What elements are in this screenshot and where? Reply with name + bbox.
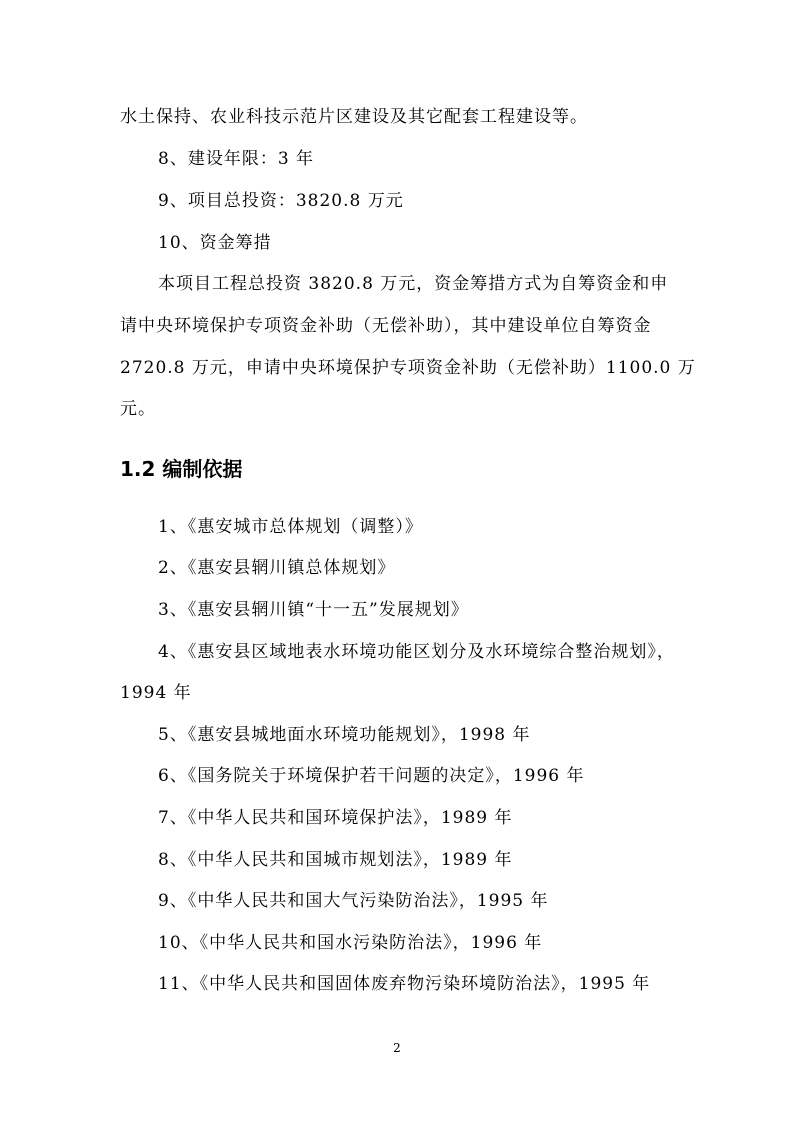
basis-list-item-continuation: 1994 年 bbox=[120, 683, 192, 703]
basis-list-item: 5、《惠安县城地面水环境功能规划》，1998 年 bbox=[158, 725, 531, 745]
basis-list-item: 4、《惠安县区域地表水环境功能区划分及水环境综合整治规划》， bbox=[158, 642, 675, 662]
funding-paragraph-line: 元。 bbox=[120, 399, 156, 419]
item-total-investment: 9、项目总投资：3820.8 万元 bbox=[158, 191, 404, 211]
section-heading: 1.2 编制依据 bbox=[120, 457, 243, 481]
basis-list-item: 8、《中华人民共和国城市规划法》，1989 年 bbox=[158, 850, 513, 870]
funding-paragraph-line: 请中央环境保护专项资金补助（无偿补助），其中建设单位自筹资金 bbox=[120, 316, 652, 336]
funding-paragraph-line: 本项目工程总投资 3820.8 万元，资金筹措方式为自筹资金和申 bbox=[158, 274, 669, 294]
item-funding: 10、资金筹措 bbox=[158, 233, 272, 253]
basis-list-item: 10、《中华人民共和国水污染防治法》，1996 年 bbox=[158, 933, 543, 953]
funding-paragraph-line: 2720.8 万元，申请中央环境保护专项资金补助（无偿补助）1100.0 万 bbox=[120, 358, 696, 378]
basis-list-item: 9、《中华人民共和国大气污染防治法》，1995 年 bbox=[158, 891, 549, 911]
page-number: 2 bbox=[393, 1041, 401, 1055]
basis-list-item: 7、《中华人民共和国环境保护法》，1989 年 bbox=[158, 808, 513, 828]
basis-list-item: 6、《国务院关于环境保护若干问题的决定》，1996 年 bbox=[158, 766, 585, 786]
body-text-line: 水土保持、农业科技示范片区建设及其它配套工程建设等。 bbox=[120, 107, 588, 127]
basis-list-item: 2、《惠安县辋川镇总体规划》 bbox=[158, 558, 396, 578]
basis-list-item: 3、《惠安县辋川镇“十一五”发展规划》 bbox=[158, 600, 469, 620]
item-construction-period: 8、建设年限：3 年 bbox=[158, 149, 315, 169]
basis-list-item: 1、《惠安城市总体规划（调整）》 bbox=[158, 517, 423, 537]
basis-list-item: 11、《中华人民共和国固体废弃物污染环境防治法》，1995 年 bbox=[158, 974, 651, 994]
